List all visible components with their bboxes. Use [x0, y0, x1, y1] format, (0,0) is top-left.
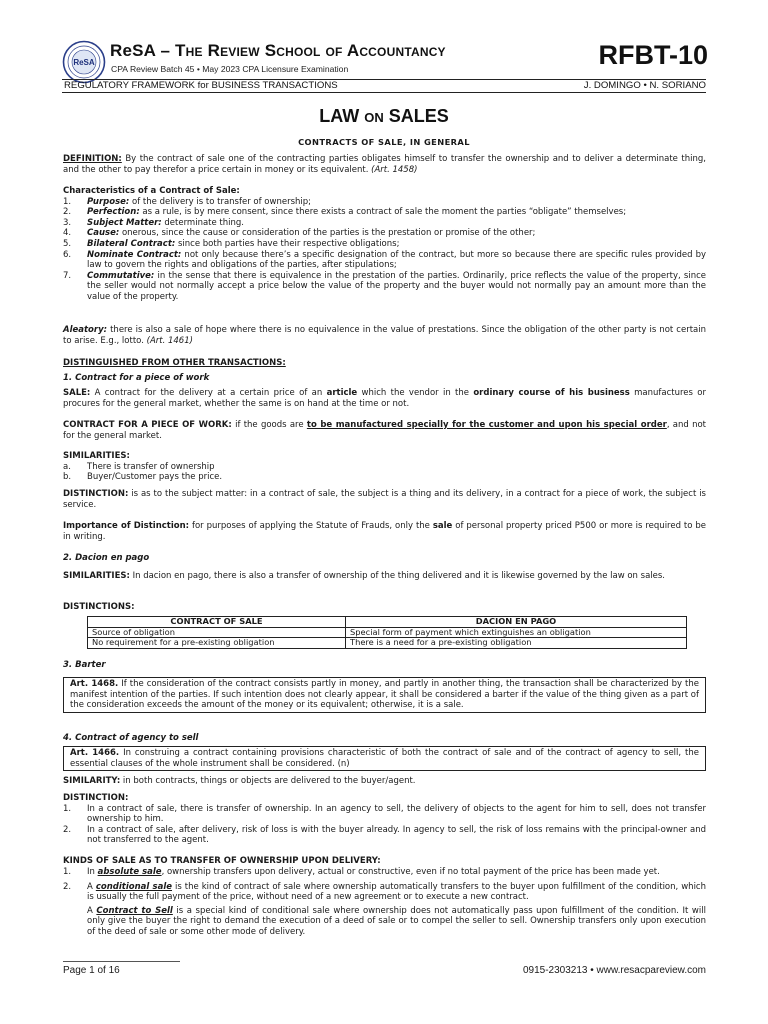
- list-number: 7.: [63, 270, 72, 281]
- list-number: 6.: [63, 249, 72, 260]
- table-row: [88, 627, 687, 638]
- title-part-sales: SALES: [383, 106, 449, 126]
- characteristics-heading: Characteristics of a Contract of Sale:: [63, 186, 240, 196]
- brand-school-name: The Review School of Accountancy: [175, 41, 446, 60]
- dacion-similarities-label: SIMILARITIES:: [63, 571, 130, 581]
- list-item-text: as a rule, is by mere consent, since there exists a contract of sale the moment the parties “obligate” themselves;: [139, 207, 627, 218]
- piece-of-work-label: CONTRACT FOR A PIECE OF WORK:: [63, 420, 232, 430]
- footer-rule: [63, 961, 180, 962]
- sale-text-1: A contract for the delivery at a certain price of an: [90, 388, 327, 398]
- importance-label: Importance of Distinction:: [63, 521, 190, 531]
- list-number: 2.: [63, 824, 72, 835]
- list-item-label: Subject Matter:: [87, 217, 162, 228]
- header-rule-bottom: [62, 92, 706, 93]
- piece-of-work-text-1: if the goods are: [231, 420, 307, 430]
- contract-to-sell-label: Contract to Sell: [96, 905, 173, 916]
- dacion-similarities-text: In dacion en pago, there is also a transfer of ownership of the thing delivered and it is likewise governed by the law on sales.: [129, 571, 665, 581]
- list-number: 5.: [63, 238, 72, 249]
- conditional-sale-label: conditional sale: [95, 881, 173, 892]
- distinction-text: is as to the subject matter: in a contract of sale, the subject is a thing and its delivery, in a contract for a piece of work, the subject is service.: [63, 489, 706, 510]
- importance-text-1: for purposes of applying the Statute of Frauds, only the: [189, 521, 433, 531]
- list-item: [63, 825, 706, 846]
- agency-distinction-list: [63, 804, 706, 846]
- definition-label: DEFINITION:: [63, 154, 122, 164]
- section-3-heading: 3. Barter: [63, 660, 106, 670]
- list-item: [63, 271, 706, 303]
- table-cell: No requirement for a pre-existing obligation: [88, 638, 346, 649]
- agency-similarity-text: in both contracts, things or objects are delivered to the buyer/agent.: [120, 776, 416, 786]
- sale-text-2: which the vendor in the: [357, 388, 474, 398]
- list-number: 2.: [63, 881, 72, 892]
- list-item: [63, 207, 706, 218]
- sale-definition: [63, 388, 706, 409]
- list-item-text: in the sense that there is equivalence in the prestation of the parties. Ordinarily, price reflects the value of the property, since the seller would not normally accept a price below the value of the property and the buyer would not normally pay an amount more than the value of the property.: [87, 270, 706, 302]
- importance-text-2: of personal property priced P500 or more is required to be in writing.: [63, 521, 707, 542]
- section-2-distinctions-heading: DISTINCTIONS:: [63, 602, 135, 612]
- article-1466-label: Art. 1466.: [70, 748, 120, 758]
- list-item-text: There is transfer of ownership: [87, 461, 215, 472]
- piece-of-work-emphasis: to be manufactured specially for the customer and upon his special order: [306, 420, 667, 430]
- list-number: 4.: [63, 228, 72, 239]
- section-1-heading: 1. Contract for a piece of work: [63, 373, 210, 383]
- resa-logo: [62, 40, 106, 84]
- agency-distinction-heading: DISTINCTION:: [63, 793, 129, 803]
- conditional-sale-text-2: is the kind of contract of sale where ownership automatically transfers to the buyer upon fulfillment of the condition, which is usually the full payment of the price, without need of a new agreement or to execute a new contract.: [87, 881, 706, 903]
- section-4-distinction: [63, 793, 706, 846]
- table-header-cell: DACION EN PAGO: [346, 617, 687, 628]
- article-1468-text: If the consideration of the contract consists partly in money, and partly in another thing, the transaction shall be characterized by the manifest intention of the parties. If such intention does not clearly appear, it shall be considered a barter if the value of the thing given as a part of the consideration exceeds the amount of the money or its equivalent; otherwise, it is a sale.: [70, 679, 699, 711]
- section-4-heading: 4. Contract of agency to sell: [63, 733, 199, 743]
- list-item: [63, 197, 706, 208]
- list-item-text: onerous, since the cause or consideration of the parties is the prestation or promise of the other;: [119, 228, 536, 239]
- section-2-similarities: [63, 571, 706, 582]
- section-2-heading: 2. Dacion en pago: [63, 553, 150, 563]
- page-number: Page 1 of 16: [63, 965, 120, 976]
- title-part-on: ON: [364, 110, 384, 125]
- contract-to-sell-text-1: A: [87, 905, 97, 916]
- aleatory-text: there is also a sale of hope where there is no equivalence in the value of prestations. Since the obligation of the other party is not certain to arise. E.g., lotto.: [63, 325, 706, 346]
- importance-bold-sale: sale: [432, 521, 453, 531]
- kinds-of-sale-heading: KINDS OF SALE AS TO TRANSFER OF OWNERSHIP UPON DELIVERY:: [63, 856, 381, 866]
- sale-bold-course: ordinary course of his business: [473, 388, 630, 398]
- list-item: [63, 250, 706, 271]
- page-subtitle: CONTRACTS OF SALE, IN GENERAL: [298, 137, 470, 147]
- absolute-sale-label: absolute sale: [97, 867, 162, 877]
- list-number: a.: [63, 461, 71, 472]
- table-header-row: [88, 617, 687, 628]
- article-1468-label: Art. 1468.: [70, 679, 119, 689]
- definition-article: (Art. 1458): [371, 164, 418, 175]
- list-item-label: Cause:: [87, 228, 120, 239]
- kinds-of-sale-list: [63, 867, 706, 938]
- list-item-label: Bilateral Contract:: [87, 238, 176, 249]
- table-cell: There is a need for a pre-existing obligation: [346, 638, 687, 649]
- distinction-label: DISTINCTION:: [63, 489, 129, 499]
- document-code: RFBT-10: [598, 40, 708, 70]
- importance-of-distinction: [63, 521, 706, 542]
- list-number: 1.: [63, 196, 72, 207]
- table-cell: Source of obligation: [88, 627, 346, 638]
- logo-text: ReSA: [73, 58, 95, 67]
- similarities-list: [63, 462, 706, 483]
- sale-text-3: manufactures or procures for the general market, whether the same is on hand at the time or not.: [63, 388, 706, 409]
- list-number: 1.: [63, 803, 72, 814]
- list-number: 3.: [63, 217, 72, 228]
- list-item-text: not only because there’s a specific designation of the contract, but more so because there are specific rules provided by law to govern the rights and obligations of the parties, after stipulations;: [87, 249, 706, 271]
- list-item: [63, 867, 706, 878]
- brand-resa: ReSA: [110, 41, 156, 60]
- list-item-text: since both parties have their respective obligations;: [175, 238, 400, 249]
- section-1-distinction: [63, 489, 706, 510]
- list-item-label: Perfection:: [87, 207, 140, 218]
- subject-line: REGULATORY FRAMEWORK for BUSINESS TRANSACTIONS: [64, 80, 338, 91]
- agency-similarity-label: SIMILARITY:: [63, 776, 121, 786]
- list-item: [63, 804, 706, 825]
- list-item: [63, 906, 706, 938]
- article-1466-box: [63, 746, 706, 771]
- definition-paragraph: [63, 154, 706, 175]
- section-4-similarity: [63, 776, 706, 787]
- sale-bold-article: article: [326, 388, 358, 398]
- aleatory-article: (Art. 1461): [146, 335, 193, 346]
- brand-title: [110, 41, 446, 61]
- list-item-text: In a contract of sale, after delivery, risk of loss is with the buyer already. In agency to sell, the risk of loss remains with the principal-owner and not transferred to the agent.: [87, 824, 706, 846]
- characteristics-section: [63, 186, 706, 303]
- piece-of-work-definition: [63, 420, 706, 441]
- similarities-heading: SIMILARITIES:: [63, 451, 130, 461]
- list-item-text: of the delivery is to transfer of ownership;: [129, 196, 312, 207]
- aleatory-label: Aleatory:: [63, 325, 108, 335]
- list-item-label: Purpose:: [87, 196, 130, 207]
- contract-to-sell-text-2: is a special kind of conditional sale where ownership does not automatically pass upon fulfillment of the condition. It will only give the buyer the right to demand the execution of a deed of sale or to compel the seller to sell. Ownership transfers only upon execution of the deed of sale or some other mode of delivery.: [87, 905, 706, 937]
- definition-text: By the contract of sale one of the contracting parties obligates himself to transfer the ownership and to deliver a determinate thing, and the other to pay therefor a price certain in money or its equivalent.: [63, 154, 706, 175]
- list-item-label: Commutative:: [87, 270, 155, 281]
- piece-of-work-text-2: , and not for the general market.: [63, 420, 706, 441]
- batch-line: CPA Review Batch 45 • May 2023 CPA Licensure Examination: [111, 64, 349, 74]
- absolute-sale-text-2: , ownership transfers upon delivery, actual or constructive, even if no total payment of the price has been made yet.: [161, 867, 660, 877]
- list-item: [63, 228, 706, 239]
- footer-contact: 0915-2303213 • www.resacpareview.com: [522, 965, 706, 976]
- aleatory-paragraph: [63, 325, 706, 346]
- list-item-text: determinate thing.: [161, 217, 244, 228]
- page-title: [0, 106, 768, 127]
- absolute-sale-text-1: In: [87, 867, 98, 877]
- conditional-sale-text-1: A: [87, 881, 96, 892]
- article-1468-box: [63, 677, 706, 713]
- section-1-similarities: [63, 451, 706, 483]
- list-item-text: Buyer/Customer pays the price.: [87, 472, 223, 483]
- list-item-text: In a contract of sale, there is transfer of ownership. In an agency to sell, the delivery of objects to the agent for him to sell, does not transfer ownership to him.: [87, 803, 706, 825]
- list-item: [63, 462, 706, 473]
- dacion-comparison-table: [87, 616, 687, 649]
- list-number: 1.: [63, 867, 72, 877]
- list-number: 2.: [63, 207, 72, 218]
- list-item: [63, 472, 706, 483]
- authors: J. DOMINGO • N. SORIANO: [583, 80, 706, 91]
- brand-dash: –: [155, 41, 176, 60]
- title-part-law: LAW: [319, 106, 365, 126]
- article-1466-text: In construing a contract containing provisions characteristic of both the contract of sale and of the contract of agency to sell, the essential clauses of the whole instrument shall be considered. (n): [70, 748, 699, 769]
- list-item: [63, 218, 706, 229]
- table-row: [88, 638, 687, 649]
- sale-label: SALE:: [63, 388, 91, 398]
- list-number: b.: [63, 472, 72, 483]
- list-item-label: Nominate Contract:: [87, 249, 182, 260]
- table-cell: Special form of payment which extinguishes an obligation: [346, 627, 687, 638]
- characteristics-list: [63, 197, 706, 303]
- list-item: [63, 239, 706, 250]
- distinguished-heading: DISTINGUISHED FROM OTHER TRANSACTIONS:: [63, 358, 286, 368]
- table-header-cell: CONTRACT OF SALE: [88, 617, 346, 628]
- list-item: [63, 882, 706, 903]
